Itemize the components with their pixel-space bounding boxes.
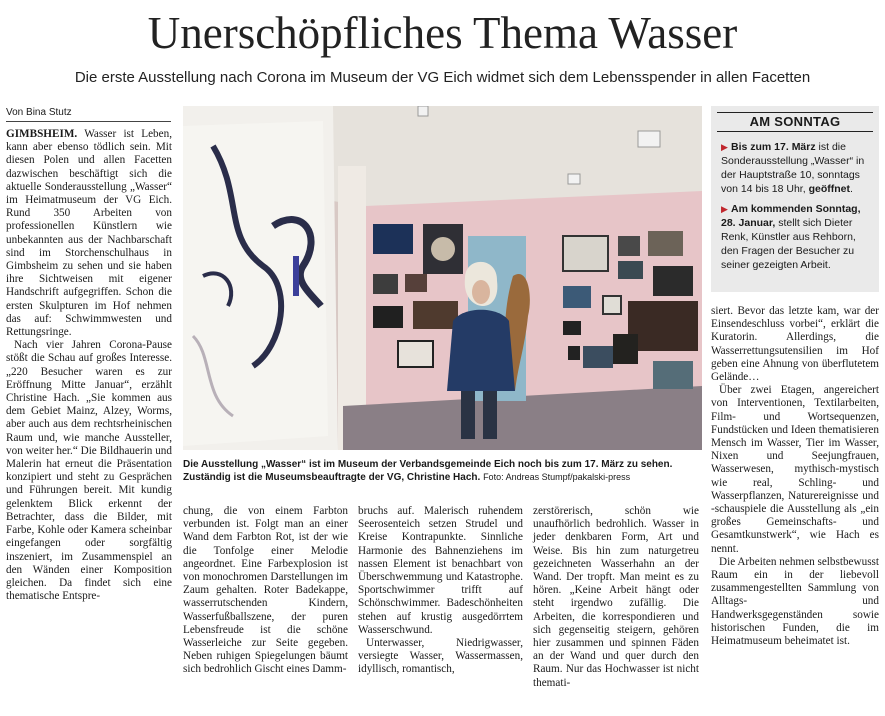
paragraph <box>6 128 172 339</box>
photo-caption <box>183 458 703 484</box>
paragraph: chung, die von einem Farbton verbunden ist. Folgt man an einer Wand dem Farbton Rot, ist der wie die Tonfolge einer Melodie angeordnet. Eine Farbexplosion ist von monochromen Darstellungen im Zaum gehalten. Roter Badekappe, wasserrutschenden Kindern, Wasserfußballszene, der puren Lebensfreude ist die schöne Wasserleiche zur Seite gegeben. Neben ruhigen Spiegelungen bäumt sich bedrohlich Gischt eines Damm- <box>183 505 348 676</box>
paragraph: Nach vier Jahren Corona-Pause stößt die Schau auf großes Interesse. „220 Besucher waren es zur Eröffnung Mitte Januar“, erzählt Christine Hach. „Sie kommen aus dem Gebiet Mainz, Alzey, Worms, aber auch aus dem rechtsrheinischen Raum und, wie manche Aussteller, von weiter her.“ Die Bildhauerin und Malerin hat erneut die Präsentation konzipiert und steht zu Gesprächen und Führungen bereit. Mit kundig gelenktem Blick erkennt der Betrachter, dass die Bilder, mit Farbe, Kohle oder Kamera scheinbar eingefangen oder sorgfältig inszeniert, im Zusammenspiel an den Wänden einer Komposition gleichen. Da findet sich eine thematische Entspre- <box>6 339 172 603</box>
dateline: GIMBSHEIM. <box>6 128 78 140</box>
article-column-1 <box>6 128 172 603</box>
subheadline: Die erste Ausstellung nach Corona im Museum der VG Eich widmet sich dem Lebensspender in allen Facetten <box>74 69 811 86</box>
info-emphasis: geöffnet <box>808 183 850 195</box>
paragraph: Unterwasser, Niedrigwasser, versiegte Wasser, Wassermassen, idyllisch, romantisch, <box>358 637 523 676</box>
info-box <box>711 106 879 292</box>
byline: Von Bina Stutz <box>6 106 171 122</box>
paragraph-text: Wasser ist Leben, kann aber ebenso tödlich sein. Mit diesen Polen und allen Facetten dazwischen beschäftigt sich die aktuelle Sonderausstellung „Wasser“ im Heimatmuseum der VG Eich. Rund 350 Arbeiten von professionellen Künstlern wie unbekannten aus der Nachbarschaft sind im Storchenschulhaus in Gimbsheim zu sehen und sie haben ihre Sichtweisen mit eigener Handschrift aufgegriffen. Schon die ersten Skulpturen im Hof nehmen das auf: Schwimmwesten und Rettungsringe. <box>6 128 172 339</box>
exhibition-photo-illustration <box>183 106 702 450</box>
info-box-title: AM SONNTAG <box>717 112 873 132</box>
article-column-4 <box>533 505 699 690</box>
info-box-item <box>721 202 873 272</box>
paragraph: zerstörerisch, schön wie unaufhörlich bedrohlich. Wasser in jeder denkbaren Form, Art und Weise. Bis hin zum naturgetreu gezeichneten Wasserhahn an der Wand. Der tropft. Man meint es zu hören. „Keine Arbeit hängt oder steht irgendwo zufällig. Die Arbeiten, die korrespondieren und sich gegenseitig steigern, gehören hier zusammen und spinnen Fäden an der Wand und quer durch den Raum. Nur das Hochwasser ist nicht themati- <box>533 505 699 689</box>
paragraph: Die Arbeiten nehmen selbstbewusst Raum ein in der liebevoll zusammengestellten Sammlung von Alltags- und Handwerksgegenständen sowie historischen Funden, die im Heimatmuseum beheimatet ist. <box>711 555 880 648</box>
info-emphasis: Bis zum 17. März <box>731 141 816 153</box>
info-box-item <box>721 140 873 196</box>
photo-credit: Foto: Andreas Stumpf/pakalski-press <box>483 472 631 482</box>
info-emphasis: Am kommenden Sonntag, 28. Januar, <box>721 203 861 229</box>
paragraph: siert. Bevor das letzte kam, war der Einsendeschluss vorbei“, erklärt die Kuratorin. Allerdings, die Wasserrettungsutensilien im Hof geben eine Ahnung von überflutetem Gelände… <box>711 305 879 384</box>
paragraph: bruchs auf. Malerisch ruhendem Seerosenteich setzen Strudel und Kreise Kontrapunkte. Sinnliche Harmonie des Bahnenziehens im nassen Element ist benachbart von Überschwemmung und Katastrophe. Sportschwimmer trifft auf Schönschwimmer. Badeschönheiten stehen auf krustig ausgedörrtem Wasserschwund. <box>358 505 523 636</box>
caption-text: Die Ausstellung „Wasser“ ist im Museum der Verbandsgemeinde Eich noch bis zum 17. März zu sehen. Zuständig ist die Museumsbeauftragte der VG, Christine Hach. <box>183 459 673 483</box>
info-text: ist die Sonderausstellung „Wasser“ in der Hauptstraße 10, sonntags von 14 bis 18 Uhr, <box>721 141 865 195</box>
paragraph: Über zwei Etagen, angereichert von Interventionen, Textilarbeiten, Film- und Wortsequenzen, Fundstücken und Ideen thematisieren Mensch im Wasser, Tier im Wasser, Nixen und Seejungfrauen, Wasserwesen, mythisch-mystisch wie real, Schling- und Wasserpflanzen, Naturereignisse und -schauspiele die Ausstellung als „ein großes Gemeinschafts- und Gesamtkunstwerk“, wie Hach es nennt. <box>711 384 879 555</box>
info-text: stellt sich Dieter Renk, Künstler aus Rehborn, den Fragen der Besucher zu seiner gezeigten Arbeit. <box>721 217 856 271</box>
article-column-2 <box>183 505 348 677</box>
article-column-3 <box>358 505 523 677</box>
arrow-icon: ▶ <box>721 204 728 214</box>
arrow-icon: ▶ <box>721 142 728 152</box>
headline: Unerschöpfliches Thema Wasser <box>147 8 738 58</box>
article-column-5 <box>711 305 879 648</box>
exhibition-photo <box>183 106 702 450</box>
info-text: . <box>849 183 853 195</box>
